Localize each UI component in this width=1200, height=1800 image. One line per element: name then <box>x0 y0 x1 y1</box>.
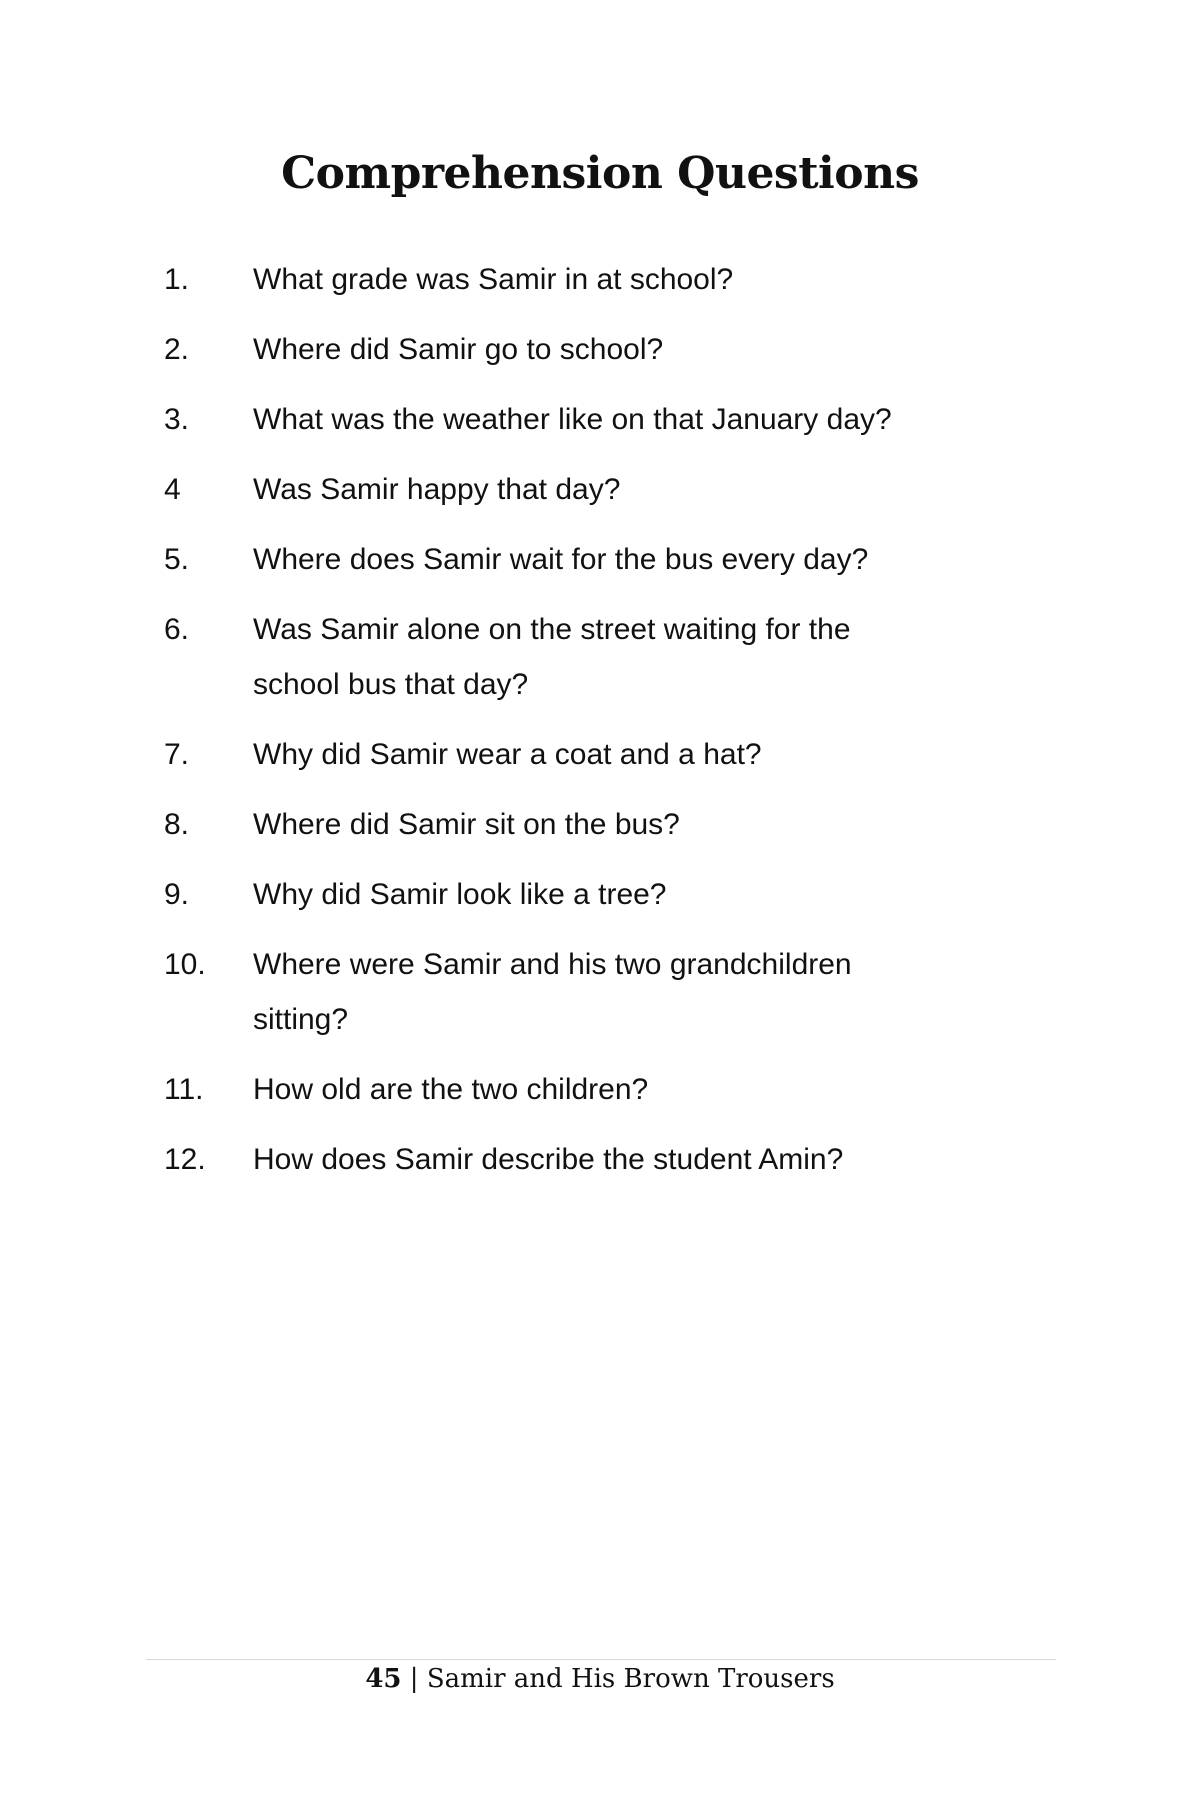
question-number: 12. <box>164 1143 206 1176</box>
question-item <box>164 532 964 587</box>
question-text: Was Samir happy that day? <box>253 473 621 506</box>
question-text: How does Samir describe the student Amin? <box>253 1143 844 1176</box>
question-text: Where were Samir and his two grandchildren sitting? <box>253 948 852 1036</box>
question-item <box>164 727 964 782</box>
question-item <box>164 797 964 852</box>
question-item <box>164 602 964 712</box>
question-text: What grade was Samir in at school? <box>253 263 734 296</box>
question-text: What was the weather like on that January day? <box>253 403 892 436</box>
question-number: 3. <box>164 403 190 436</box>
question-text: Why did Samir wear a coat and a hat? <box>253 738 762 771</box>
question-number: 5. <box>164 543 190 576</box>
question-text: Why did Samir look like a tree? <box>253 878 667 911</box>
page-footer <box>0 1664 1200 1694</box>
question-number: 4 <box>164 473 181 506</box>
question-number: 6. <box>164 613 190 646</box>
question-item <box>164 392 964 447</box>
question-item <box>164 252 964 307</box>
page-title: Comprehension Questions <box>281 148 919 199</box>
question-text: Where does Samir wait for the bus every day? <box>253 543 869 576</box>
question-item <box>164 1062 964 1117</box>
question-number: 11. <box>164 1073 204 1106</box>
question-number: 10. <box>164 948 206 981</box>
question-text: Where did Samir sit on the bus? <box>253 808 680 841</box>
question-number: 7. <box>164 738 190 771</box>
question-number: 8. <box>164 808 190 841</box>
page-number: 45 <box>365 1664 402 1694</box>
question-item <box>164 1132 964 1187</box>
footer-divider <box>146 1659 1056 1660</box>
question-item <box>164 937 964 1047</box>
question-item <box>164 867 964 922</box>
question-number: 2. <box>164 333 190 366</box>
question-text: Where did Samir go to school? <box>253 333 664 366</box>
footer-separator: | <box>401 1664 427 1694</box>
question-item <box>164 322 964 377</box>
question-number: 9. <box>164 878 190 911</box>
question-list <box>164 252 964 1202</box>
question-item <box>164 462 964 517</box>
question-text: Was Samir alone on the street waiting for the school bus that day? <box>253 613 851 701</box>
question-text: How old are the two children? <box>253 1073 649 1106</box>
book-title: Samir and His Brown Trousers <box>426 1664 835 1694</box>
question-number: 1. <box>164 263 190 296</box>
